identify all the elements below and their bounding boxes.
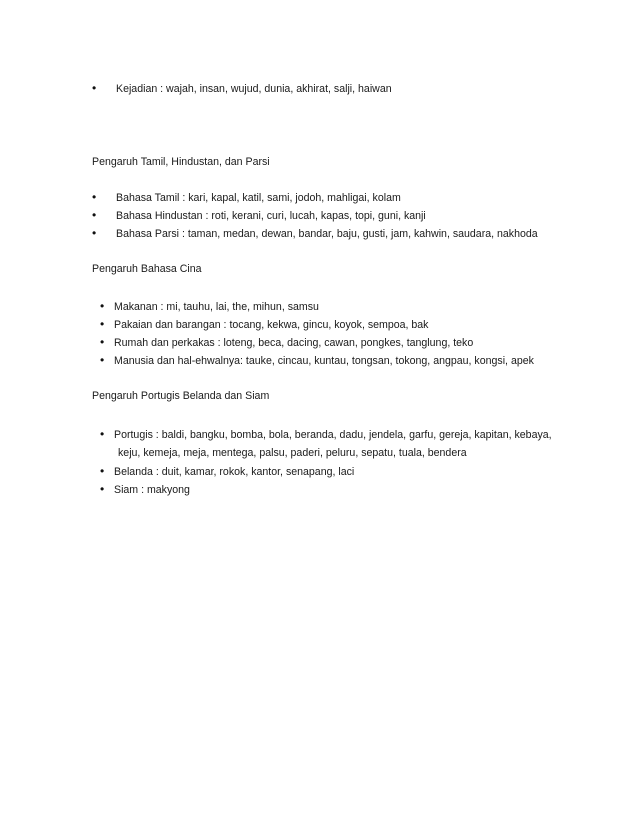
list-item-bahasa-parsi: Bahasa Parsi : taman, medan, dewan, bandar, baju, gusti, jam, kahwin, saudara, nakhoda: [116, 228, 538, 240]
bullet: •: [92, 226, 97, 240]
list-item-rumah: Rumah dan perkakas : loteng, beca, dacing, cawan, pongkes, tanglung, teko: [114, 337, 474, 349]
heading-pengaruh-tamil: Pengaruh Tamil, Hindustan, dan Parsi: [92, 156, 270, 168]
list-item-pakaian: Pakaian dan barangan : tocang, kekwa, gincu, koyok, sempoa, bak: [114, 319, 429, 331]
bullet: •: [92, 81, 97, 95]
heading-pengaruh-portugis: Pengaruh Portugis Belanda dan Siam: [92, 390, 270, 402]
bullet: •: [100, 464, 105, 478]
list-item-bahasa-hindustan: Bahasa Hindustan : roti, kerani, curi, lucah, kapas, topi, guni, kanji: [116, 210, 426, 222]
list-item-portugis: Portugis : baldi, bangku, bomba, bola, beranda, dadu, jendela, garfu, gereja, kapitan, kebaya,: [114, 429, 552, 441]
list-item-siam: Siam : makyong: [114, 484, 190, 496]
bullet: •: [100, 299, 105, 313]
list-item-portugis-continued: keju, kemeja, meja, mentega, palsu, paderi, peluru, sepatu, tuala, bendera: [118, 447, 467, 459]
bullet: •: [100, 353, 105, 367]
bullet: •: [92, 190, 97, 204]
bullet: •: [100, 335, 105, 349]
bullet: •: [100, 482, 105, 496]
list-item-belanda: Belanda : duit, kamar, rokok, kantor, senapang, laci: [114, 466, 355, 478]
list-item-makanan: Makanan : mi, tauhu, lai, the, mihun, samsu: [114, 301, 319, 313]
list-item-bahasa-tamil: Bahasa Tamil : kari, kapal, katil, sami, jodoh, mahligai, kolam: [116, 192, 401, 204]
bullet: •: [100, 317, 105, 331]
list-item-manusia: Manusia dan hal-ehwalnya: tauke, cincau, kuntau, tongsan, tokong, angpau, kongsi, apek: [114, 355, 534, 367]
list-item-kejadian: Kejadian : wajah, insan, wujud, dunia, akhirat, salji, haiwan: [116, 83, 392, 95]
bullet: •: [100, 427, 105, 441]
heading-pengaruh-cina: Pengaruh Bahasa Cina: [92, 263, 202, 275]
bullet: •: [92, 208, 97, 222]
